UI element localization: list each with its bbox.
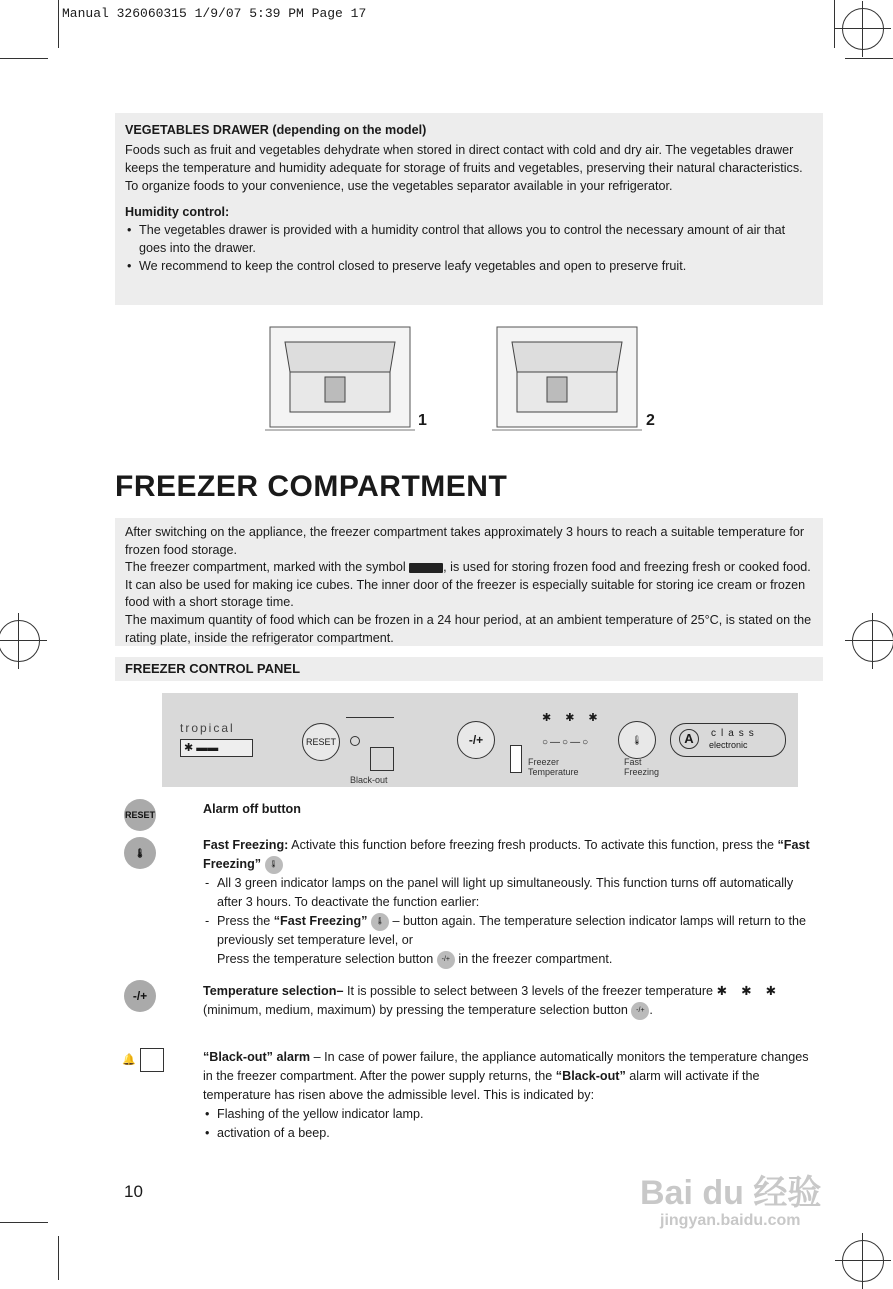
freezer-intro xyxy=(115,518,823,646)
freezer-symbol-icon xyxy=(409,563,443,573)
temperature-title: Temperature selection– xyxy=(203,984,344,998)
list-item: - All 3 green indicator lamps on the panel will light up simultaneously. This function turns off automatically after 3 hours. To deactivate the function earlier: xyxy=(203,874,813,912)
fast-freezing-mini-icon: 🌡 xyxy=(371,913,389,931)
blackout-label: Black-out xyxy=(350,775,388,785)
control-panel-illustration xyxy=(162,693,798,787)
freezer-text: , is used for storing frozen food and freezing fresh or cooked food. It can also be used for making ice cubes. The inner door of the freezer is especially suitable for storing ice cream or frozen food with a short storage time. xyxy=(125,560,811,610)
registration-mark xyxy=(842,8,884,50)
vegetables-drawer-section xyxy=(115,113,823,305)
tropical-star-icon: ✱ ▬▬ xyxy=(180,739,253,757)
vegetables-title: VEGETABLES DRAWER (depending on the model) xyxy=(125,123,427,137)
alarm-off-title: Alarm off button xyxy=(203,802,301,816)
print-header: Manual 326060315 1/9/07 5:39 PM Page 17 xyxy=(62,6,367,21)
temperature-icon-label: -/+ xyxy=(132,989,148,1003)
blackout-entry xyxy=(203,1048,813,1143)
drawer-figure-1 xyxy=(265,322,425,434)
crop-mark xyxy=(834,0,835,48)
drawer-figure-2 xyxy=(492,322,652,434)
crop-mark xyxy=(58,0,59,48)
temperature-button[interactable] xyxy=(457,721,495,759)
figure-number: 1 xyxy=(418,412,427,429)
indicator-lamp xyxy=(350,736,360,746)
step-text: Press the xyxy=(217,914,274,928)
control-panel-heading xyxy=(115,657,823,681)
freezer-title: FREEZER COMPARTMENT xyxy=(115,470,508,503)
temperature-entry xyxy=(203,982,813,1020)
temperature-mini-icon: -/+ xyxy=(631,1002,649,1020)
temperature-icon xyxy=(124,980,156,1012)
fast-freezing-steps xyxy=(203,874,813,969)
blackout-list xyxy=(203,1105,813,1143)
temperature-mini-icon: -/+ xyxy=(437,951,455,969)
freezer-paragraph xyxy=(125,559,813,612)
star-levels-icon: ✱✱✱ xyxy=(542,712,612,724)
class-a-badge xyxy=(670,723,786,757)
star-levels-icon: ✱ ✱ ✱ xyxy=(716,984,777,998)
page-number: 10 xyxy=(124,1182,143,1201)
step-quote: “Fast Freezing” xyxy=(273,914,368,928)
registration-mark xyxy=(852,620,893,662)
fast-freezing-mini-icon: 🌡 xyxy=(265,856,283,874)
step-text: Press the temperature selection button xyxy=(217,952,434,966)
blackout-text xyxy=(203,1048,813,1105)
registration-mark xyxy=(842,1240,884,1282)
reset-button[interactable] xyxy=(302,723,340,761)
temperature-desc: (minimum, medium, maximum) by pressing the temperature selection button xyxy=(203,1003,628,1017)
thermometer-icon: 🌡 xyxy=(631,734,643,745)
blackout-quote: “Black-out” xyxy=(555,1069,626,1083)
temperature-desc: It is possible to select between 3 levels of the freezer temperature xyxy=(343,984,714,998)
watermark-url: jingyan.baidu.com xyxy=(660,1212,801,1229)
step-text: in the freezer compartment. xyxy=(454,952,613,966)
control-panel-title: FREEZER CONTROL PANEL xyxy=(125,661,301,676)
figure-number: 2 xyxy=(646,412,655,429)
blackout-title: “Black-out” alarm xyxy=(203,1050,311,1064)
reset-icon xyxy=(124,799,156,831)
temperature-indicator-icon xyxy=(510,745,522,773)
class-label: class xyxy=(711,728,759,739)
step-text: – button again. The temperature selection indicator lamps will return to the previously set temperature level, or xyxy=(217,914,806,947)
registration-mark xyxy=(0,620,40,662)
fast-freezing-desc: Activate this function before freezing fresh products. To activate this function, press the xyxy=(288,838,778,852)
list-item: • The vegetables drawer is provided with a humidity control that allows you to control the necessary amount of air that goes into the drawer. xyxy=(125,221,813,257)
fast-freezing-label: Fast Freezing xyxy=(624,757,660,777)
crop-mark xyxy=(58,1236,59,1280)
reset-label: RESET xyxy=(305,737,336,747)
divider xyxy=(346,717,394,718)
list-item: • We recommend to keep the control closed to preserve leafy vegetables and open to preserve fruit. xyxy=(125,257,813,275)
freezer-paragraph: The maximum quantity of food which can be frozen in a 24 hour period, at an ambient temperature of 25°C, is stated on the rating plate, inside the refrigerator compartment. xyxy=(125,612,812,645)
fast-freezing-text xyxy=(203,836,813,874)
fast-freezing-icon: 🌡 xyxy=(124,837,156,869)
watermark-logo: Bai du 经验 xyxy=(640,1174,822,1212)
list-item: • Flashing of the yellow indicator lamp. xyxy=(203,1105,813,1124)
freezer-temperature-label: Freezer Temperature xyxy=(528,757,579,777)
vegetables-body: Foods such as fruit and vegetables dehydrate when stored in direct contact with cold and dry air. The vegetables drawer keeps the temperature and humidity adequate for storage of fruits and vegetables, preserving their natural characteristics. To organize foods to your convenience, use the vegetables separator available in your refrigerator. xyxy=(125,143,803,193)
crop-mark xyxy=(845,58,893,59)
freezer-paragraph: After switching on the appliance, the freezer compartment takes approximately 3 hours to reach a suitable temperature for frozen food storage. xyxy=(125,525,805,557)
electronic-label: electronic xyxy=(709,740,748,750)
tropical-label: tropical xyxy=(180,721,235,735)
list-item xyxy=(203,912,813,969)
fast-freezing-entry xyxy=(203,836,813,969)
fast-freezing-title: Fast Freezing: xyxy=(203,838,289,852)
humidity-title: Humidity control: xyxy=(125,205,230,219)
reset-icon-label: RESET xyxy=(124,810,155,820)
class-a-icon: A xyxy=(679,729,699,749)
list-item: • activation of a beep. xyxy=(203,1124,813,1143)
level-lamps: ○—○—○ xyxy=(542,737,591,748)
fast-freezing-button[interactable] xyxy=(618,721,656,759)
blackout-desc: – In case of power failure, the appliance automatically monitors the temperature changes in the freezer compartment. After the power supply returns, the xyxy=(203,1050,809,1083)
blackout-desc: alarm will activate if the temperature has risen above the admissible level. This is indicated by: xyxy=(203,1069,760,1102)
humidity-list xyxy=(125,221,813,275)
blackout-icon xyxy=(370,747,394,771)
freezer-text: The freezer compartment, marked with the symbol xyxy=(125,560,406,575)
crop-mark xyxy=(0,1222,48,1223)
temperature-desc: . xyxy=(649,1003,653,1017)
temperature-button-label: -/+ xyxy=(468,733,484,747)
blackout-alarm-icon: 🔔 xyxy=(122,1048,164,1072)
fast-freezing-quote: “Fast Freezing” xyxy=(203,838,810,871)
crop-mark xyxy=(0,58,48,59)
